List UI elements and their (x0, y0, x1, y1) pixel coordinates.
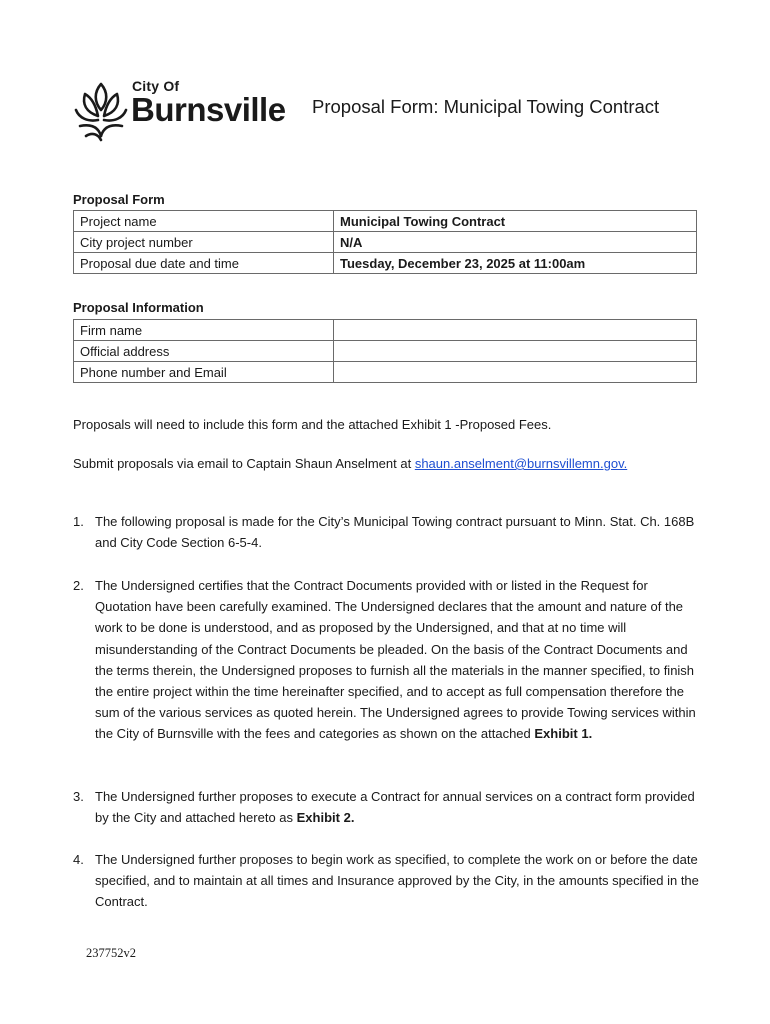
firm-name-field[interactable] (334, 320, 697, 341)
project-name-label: Project name (74, 211, 334, 232)
project-number-value: N/A (334, 232, 697, 253)
firm-name-label: Firm name (74, 320, 334, 341)
table-row (74, 211, 697, 232)
item-number: 4. (73, 852, 84, 867)
phone-email-field[interactable] (334, 362, 697, 383)
item-text: The Undersigned certifies that the Contract Documents provided with or listed in the Request for Quotation have been carefully examined. The Undersigned declares that the amount and nature of the work to be done is understood, and as proposed by the Undersigned, and that at no time will misunderstanding of the Contract Documents be pleaded. On the basis of the Contract Documents and the terms therein, the Undersigned proposes to furnish all the materials in the manner specified, to finish the entire project within the time hereinafter specified, and to accept as full compensation therefore the sum of the various services as quoted herein. The Undersigned agrees to provide Towing services within the City of Burnsville with the fees and categories as shown on the attached (95, 578, 696, 742)
phone-email-label: Phone number and Email (74, 362, 334, 383)
page-title: Proposal Form: Municipal Towing Contract (312, 96, 660, 117)
list-item (73, 849, 699, 913)
project-name-value: Municipal Towing Contract (334, 211, 697, 232)
list-item (73, 786, 699, 828)
city-logo (74, 78, 286, 142)
item-text-bold: Exhibit 1 (534, 726, 589, 742)
due-date-value: Tuesday, December 23, 2025 at 11:00am (334, 253, 697, 274)
submit-instructions-text: Submit proposals via email to Captain Shaun Anselment at (73, 456, 415, 471)
table-row (74, 320, 697, 341)
proposal-information-table (73, 319, 697, 383)
email-link[interactable]: shaun.anselment@burnsvillemn.gov. (414, 456, 628, 471)
item-text-container (95, 575, 699, 745)
logo-city-text: City Of (132, 78, 180, 94)
item-text: The Undersigned further proposes to begin work as specified, to complete the work on or before the date specified, and to maintain at all times and Insurance approved by the City, in the amounts specified in the Contract. (95, 852, 699, 910)
table-row (74, 362, 697, 383)
item-number: 2. (73, 578, 84, 593)
proposal-form-heading: Proposal Form (73, 192, 165, 207)
item-number: 3. (73, 789, 84, 804)
submit-instructions (73, 453, 627, 474)
item-text: The Undersigned further proposes to execute a Contract for annual services on a contract form provided by the City and attached hereto as (95, 789, 695, 826)
official-address-field[interactable] (334, 341, 697, 362)
document-id: 237752v2 (86, 946, 136, 960)
list-item (73, 575, 699, 745)
include-instructions: Proposals will need to include this form and the attached Exhibit 1 -Proposed Fees. (73, 417, 552, 432)
item-number: 1. (73, 514, 84, 529)
item-text-suffix: . (588, 726, 593, 742)
proposal-information-heading: Proposal Information (73, 300, 204, 315)
item-text-bold: Exhibit 2. (296, 810, 355, 826)
proposal-form-table (73, 210, 697, 274)
table-row (74, 253, 697, 274)
item-text: The following proposal is made for the City’s Municipal Towing contract pursuant to Minn. Stat. Ch. 168B and City Code Section 6-5-4. (95, 514, 695, 551)
logo-name-text: Burnsville (131, 91, 286, 128)
flame-leaf-icon (74, 80, 128, 142)
official-address-label: Official address (74, 341, 334, 362)
due-date-label: Proposal due date and time (74, 253, 334, 274)
table-row (74, 232, 697, 253)
project-number-label: City project number (74, 232, 334, 253)
item-text-container (95, 786, 699, 828)
table-row (74, 341, 697, 362)
list-item (73, 511, 699, 553)
